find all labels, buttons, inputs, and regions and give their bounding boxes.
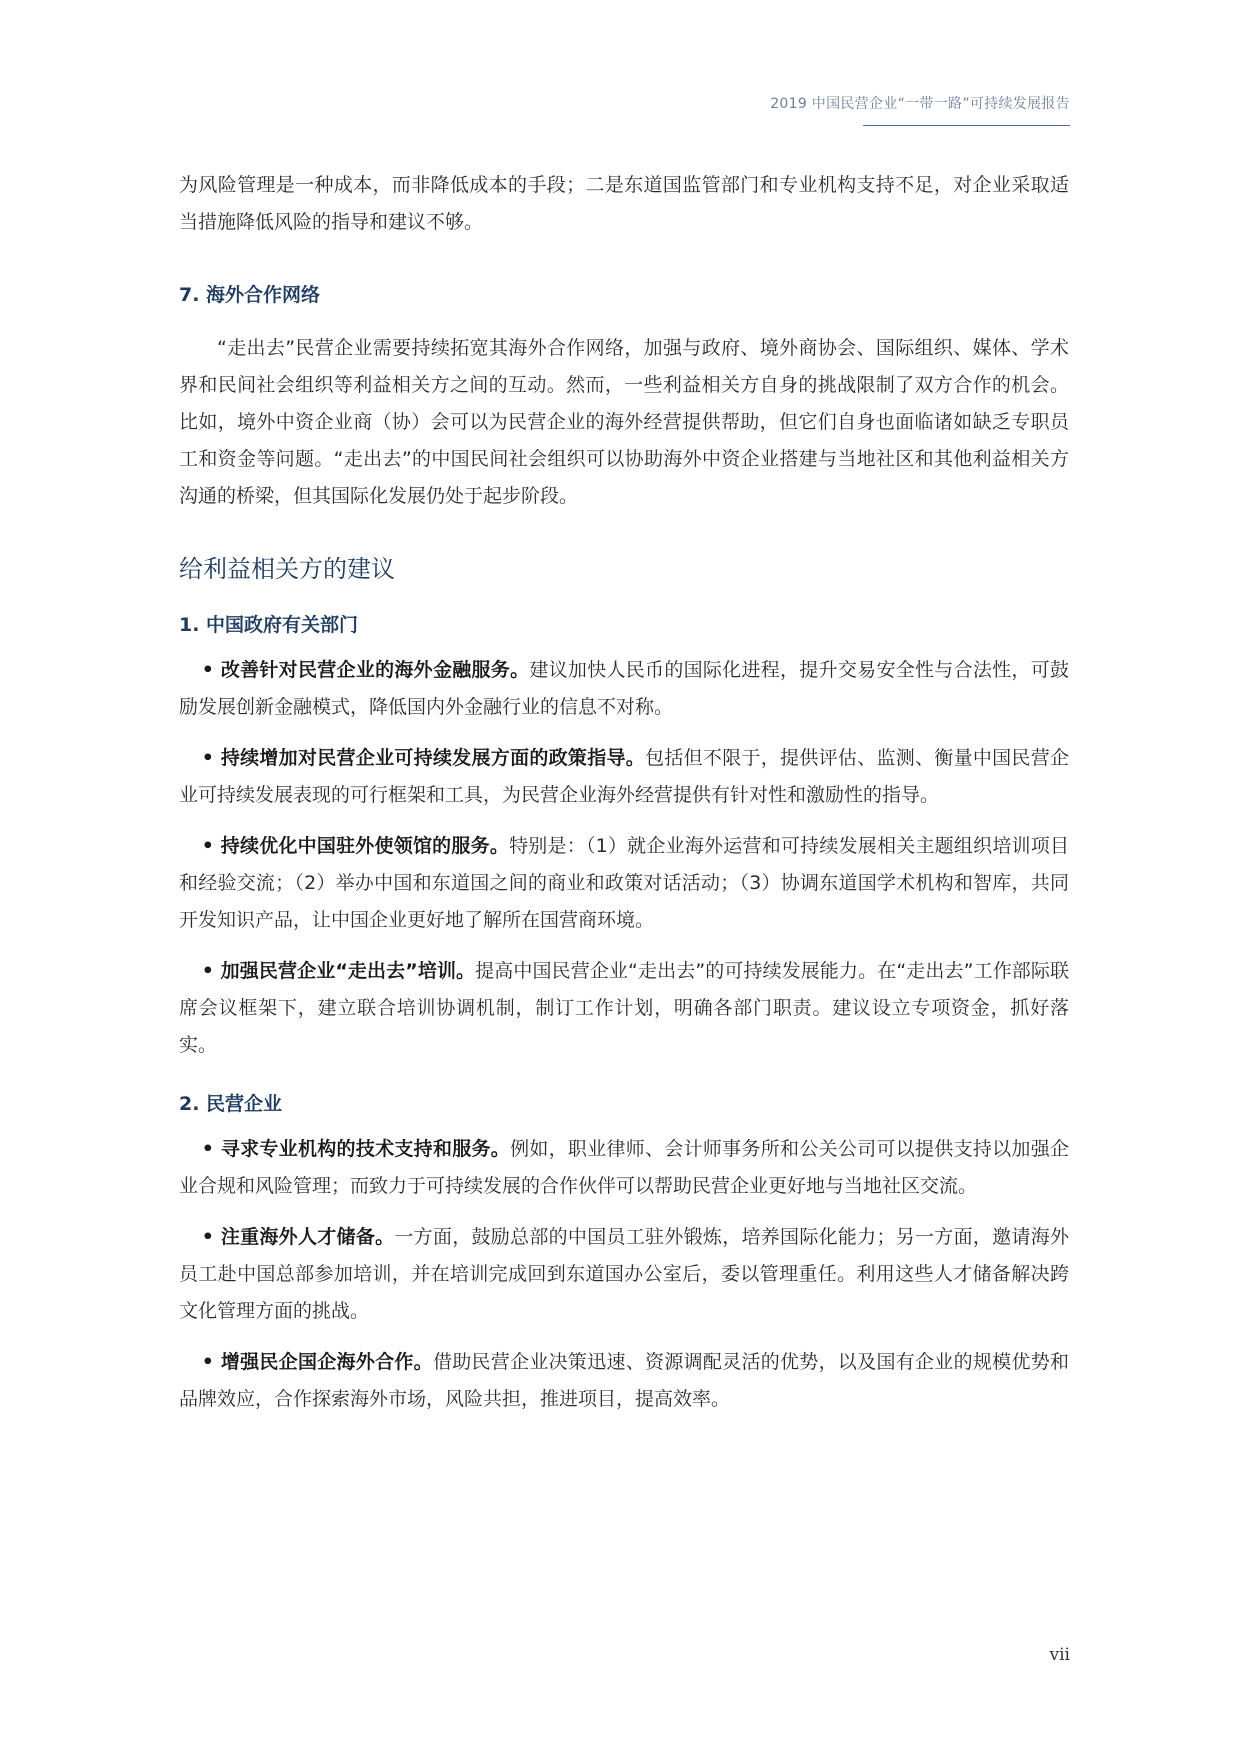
section-7-paragraph: “走出去”民营企业需要持续拓宽其海外合作网络，加强与政府、境外商协会、国际组织、媒体、学术界和民间社会组织等利益相关方之间的互动。然而，一些利益相关方自身的挑战限制了双方合作的机会。比如，境外中资企业商（协）会可以为民营企业的海外经营提供帮助，但它们自身也面临诸如缺乏专职员工和资金等问题。“走出去”的中国民间社会组织可以协助海外中资企业搭建与当地社区和其他利益相关方沟通的桥梁，但其国际化发展仍处于起步阶段。 xyxy=(179,337,1069,507)
recommendation-text: 借助民营企业决策迅速、资源调配灵活的优势，以及国有企业的规模优势和品牌效应，合作探索海外市场，风险共担，推进项目，提高效率。 xyxy=(179,1351,1069,1410)
recommendations-heading: 给利益相关方的建议 xyxy=(179,555,395,583)
recommendation-text: 特别是：（1）就企业海外运营和可持续发展相关主题组织培训项目和经验交流；（2）举办中国和东道国之间的商业和政策对话活动；（3）协调东道国学术机构和智库，共同开发知识产品，让中国企业更好地了解所在国营商环境。 xyxy=(179,835,1069,931)
recommendation-item xyxy=(179,1219,1069,1330)
recommendation-lead: • 加强民营企业“走出去”培训。 xyxy=(201,960,476,982)
intro-continuation-paragraph: 为风险管理是一种成本，而非降低成本的手段；二是东道国监管部门和专业机构支持不足，对企业采取适当措施降低风险的指导和建议不够。 xyxy=(179,174,1069,233)
section-7-heading: 7. 海外合作网络 xyxy=(179,284,321,306)
recommendation-text: 提高中国民营企业“走出去”的可持续发展能力。在“走出去”工作部际联席会议框架下，建立联合培训协调机制，制订工作计划，明确各部门职责。建议设立专项资金，抓好落实。 xyxy=(179,960,1070,1056)
recommendation-lead: • 增强民企国企海外合作。 xyxy=(201,1351,433,1373)
recommendation-lead: • 注重海外人才储备。 xyxy=(201,1226,395,1248)
recommendation-item xyxy=(179,1344,1069,1418)
recommendation-item xyxy=(179,652,1069,726)
recommendation-item xyxy=(179,1131,1069,1205)
government-subheading: 1. 中国政府有关部门 xyxy=(179,614,359,636)
recommendation-text: 一方面，鼓励总部的中国员工驻外锻炼，培养国际化能力；另一方面，邀请海外员工赴中国总部参加培训，并在培训完成回到东道国办公室后，委以管理重任。利用这些人才储备解决跨文化管理方面的挑战。 xyxy=(179,1226,1069,1322)
recommendation-text: 包括但不限于，提供评估、监测、衡量中国民营企业可持续发展表现的可行框架和工具，为民营企业海外经营提供有针对性和激励性的指导。 xyxy=(179,747,1069,806)
recommendation-text: 例如，职业律师、会计师事务所和公关公司可以提供支持以加强企业合规和风险管理；而致力于可持续发展的合作伙伴可以帮助民营企业更好地与当地社区交流。 xyxy=(179,1138,1069,1197)
recommendation-item xyxy=(179,740,1069,814)
recommendation-lead: • 持续增加对民营企业可持续发展方面的政策指导。 xyxy=(201,747,646,769)
recommendation-lead: • 改善针对民营企业的海外金融服务。 xyxy=(201,659,530,681)
recommendation-item xyxy=(179,828,1069,939)
recommendation-lead: • 寻求专业机构的技术支持和服务。 xyxy=(201,1138,511,1160)
recommendation-item xyxy=(179,953,1069,1064)
recommendation-lead: • 持续优化中国驻外使领馆的服务。 xyxy=(201,835,510,857)
running-header xyxy=(770,93,1070,126)
private-enterprise-subheading: 2. 民营企业 xyxy=(179,1093,283,1115)
page-number: vii xyxy=(1049,1645,1070,1665)
page-body xyxy=(179,167,1069,1418)
recommendation-text: 建议加快人民币的国际化进程，提升交易安全性与合法性，可鼓励发展创新金融模式，降低国内外金融行业的信息不对称。 xyxy=(179,659,1069,718)
report-title: 2019 中国民营企业“一带一路”可持续发展报告 xyxy=(770,96,1070,112)
